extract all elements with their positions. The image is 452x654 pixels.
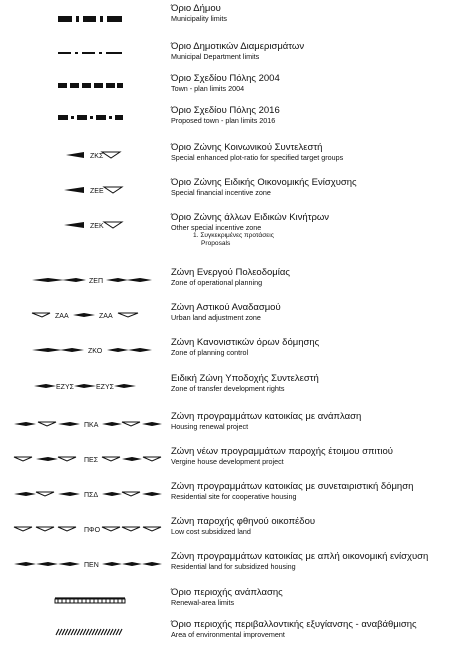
legend-label-gr: Ζώνη Ενεργού Πολεοδομίας xyxy=(171,267,290,278)
zone-code-label: ΠΦΟ xyxy=(84,527,101,534)
zone-zep-symbol xyxy=(0,262,165,298)
legend-label-en: Area of environmental improvement xyxy=(171,630,285,639)
municipality-limits-symbol xyxy=(0,2,165,38)
zone-code-label: ΖΕΠ xyxy=(89,278,103,285)
legend-label-en: Residential site for cooperative housing xyxy=(171,492,297,501)
zone-code-label: ΖΑΑ xyxy=(55,313,69,320)
zone-pen-symbol xyxy=(0,546,165,582)
zone-zko-symbol xyxy=(0,332,165,368)
zone-zee-symbol xyxy=(0,172,165,208)
zone-code-label: ΠΕΣ xyxy=(84,457,99,464)
legend-label-gr: Ζώνη προγραμμάτων κατοικίας με απλή οικονομική ενίσχυση xyxy=(171,551,429,562)
zone-code-label: ΠΕΝ xyxy=(84,562,99,569)
legend-label-gr: Όριο Δήμου xyxy=(171,3,221,14)
legend-label-gr: Όριο περιοχής περιβαλλοντικής εξυγίανσης - αναβάθμισης xyxy=(171,619,417,630)
zone-zaa-symbol xyxy=(0,297,165,333)
zone-code-label: ΖΚΣ xyxy=(90,153,104,160)
zone-code-label: ΖΕΕ xyxy=(90,188,104,195)
legend-label-en: Special financial incentive zone xyxy=(171,188,271,197)
legend-label-en: Zone of operational planning xyxy=(171,278,263,287)
zone-code-label: ΖΕΚ xyxy=(90,223,104,230)
zone-code-label: ΠΣΔ xyxy=(84,492,99,499)
legend-label-en: Zone of planning control xyxy=(171,348,249,357)
legend-label-en: Housing renewal project xyxy=(171,422,249,431)
legend-label-en: Residential land for subsidized housing xyxy=(171,562,296,571)
legend-label-gr: Ειδική Ζώνη Υποδοχής Συντελεστή xyxy=(171,373,319,384)
legend-label-en: Zone of transfer development rights xyxy=(171,384,285,393)
zone-zek-symbol xyxy=(0,207,165,243)
town-plan-2004-symbol xyxy=(0,68,165,104)
zone-code-label: ΖΚΟ xyxy=(88,348,103,355)
legend-label-gr: Όριο Ζώνης Ειδικής Οικονομικής Ενίσχυσης xyxy=(171,177,357,188)
legend-label-en: Special enhanced plot-ratio for specified target groups xyxy=(171,153,344,162)
zone-code-label: ΕΖΥΣ xyxy=(56,384,74,391)
legend-label-gr: Ζώνη προγραμμάτων κατοικίας με ανάπλαση xyxy=(171,411,362,422)
legend-label-en: Renewal-area limits xyxy=(171,598,235,607)
legend-label-gr: Όριο Σχεδίου Πόλης 2004 xyxy=(171,73,280,84)
town-plan-2016-symbol xyxy=(0,100,165,136)
zone-code-label: ΠΚΑ xyxy=(84,422,99,429)
legend-label-en: Proposed town - plan limits 2016 xyxy=(171,116,276,125)
legend-sub-label-en: Proposals xyxy=(201,240,231,247)
legend-label-gr: Όριο Ζώνης Κοινωνικού Συντελεστή xyxy=(171,142,323,153)
legend-label-en: Other special incentive zone xyxy=(171,223,262,232)
zone-code-label-repeat: ΕΖΥΣ xyxy=(96,384,114,391)
renewal-area-symbol xyxy=(0,582,165,618)
legend-label-en: Vergine house development project xyxy=(171,457,284,466)
legend-label-en: Low cost subsidized land xyxy=(171,527,251,536)
legend-label-gr: Όριο Σχεδίου Πόλης 2016 xyxy=(171,105,280,116)
legend-sub-label-gr: 1. Συγκεκριμένες προτάσεις xyxy=(193,232,274,239)
legend-label-gr: Ζώνη Αστικού Αναδασμού xyxy=(171,302,281,313)
legend-label-en: Municipal Department limits xyxy=(171,52,260,61)
legend-label-gr: Όριο Ζώνης άλλων Ειδικών Κινήτρων xyxy=(171,212,330,223)
zone-pka-symbol xyxy=(0,406,165,442)
municipal-department-limits-symbol xyxy=(0,36,165,72)
zone-code-label-repeat: ΖΑΑ xyxy=(99,313,113,320)
legend-label-gr: Ζώνη προγραμμάτων κατοικίας με συνεταιριστική δόμηση xyxy=(171,481,414,492)
legend-label-gr: Όριο περιοχής ανάπλασης xyxy=(171,587,283,598)
legend-label-en: Municipality limits xyxy=(171,14,227,23)
zone-psd-symbol xyxy=(0,476,165,512)
legend-label-gr: Ζώνη παροχής φθηνού οικοπέδου xyxy=(171,516,316,527)
zone-ezys-symbol xyxy=(0,368,165,404)
zone-pfo-symbol xyxy=(0,511,165,547)
legend-label-gr: Ζώνη Κανονιστικών όρων δόμησης xyxy=(171,337,320,348)
environmental-improvement-symbol xyxy=(0,614,165,650)
legend-label-gr: Ζώνη νέων προγραμμάτων παροχής έτοιμου σπιτιού xyxy=(171,446,393,457)
zone-zks-symbol xyxy=(0,137,165,173)
legend-label-gr: Όριο Δημοτικών Διαμερισμάτων xyxy=(171,41,305,52)
zone-pes-symbol xyxy=(0,441,165,477)
legend-label-en: Town - plan limits 2004 xyxy=(171,84,245,93)
legend-label-en: Urban land adjustment zone xyxy=(171,313,261,322)
